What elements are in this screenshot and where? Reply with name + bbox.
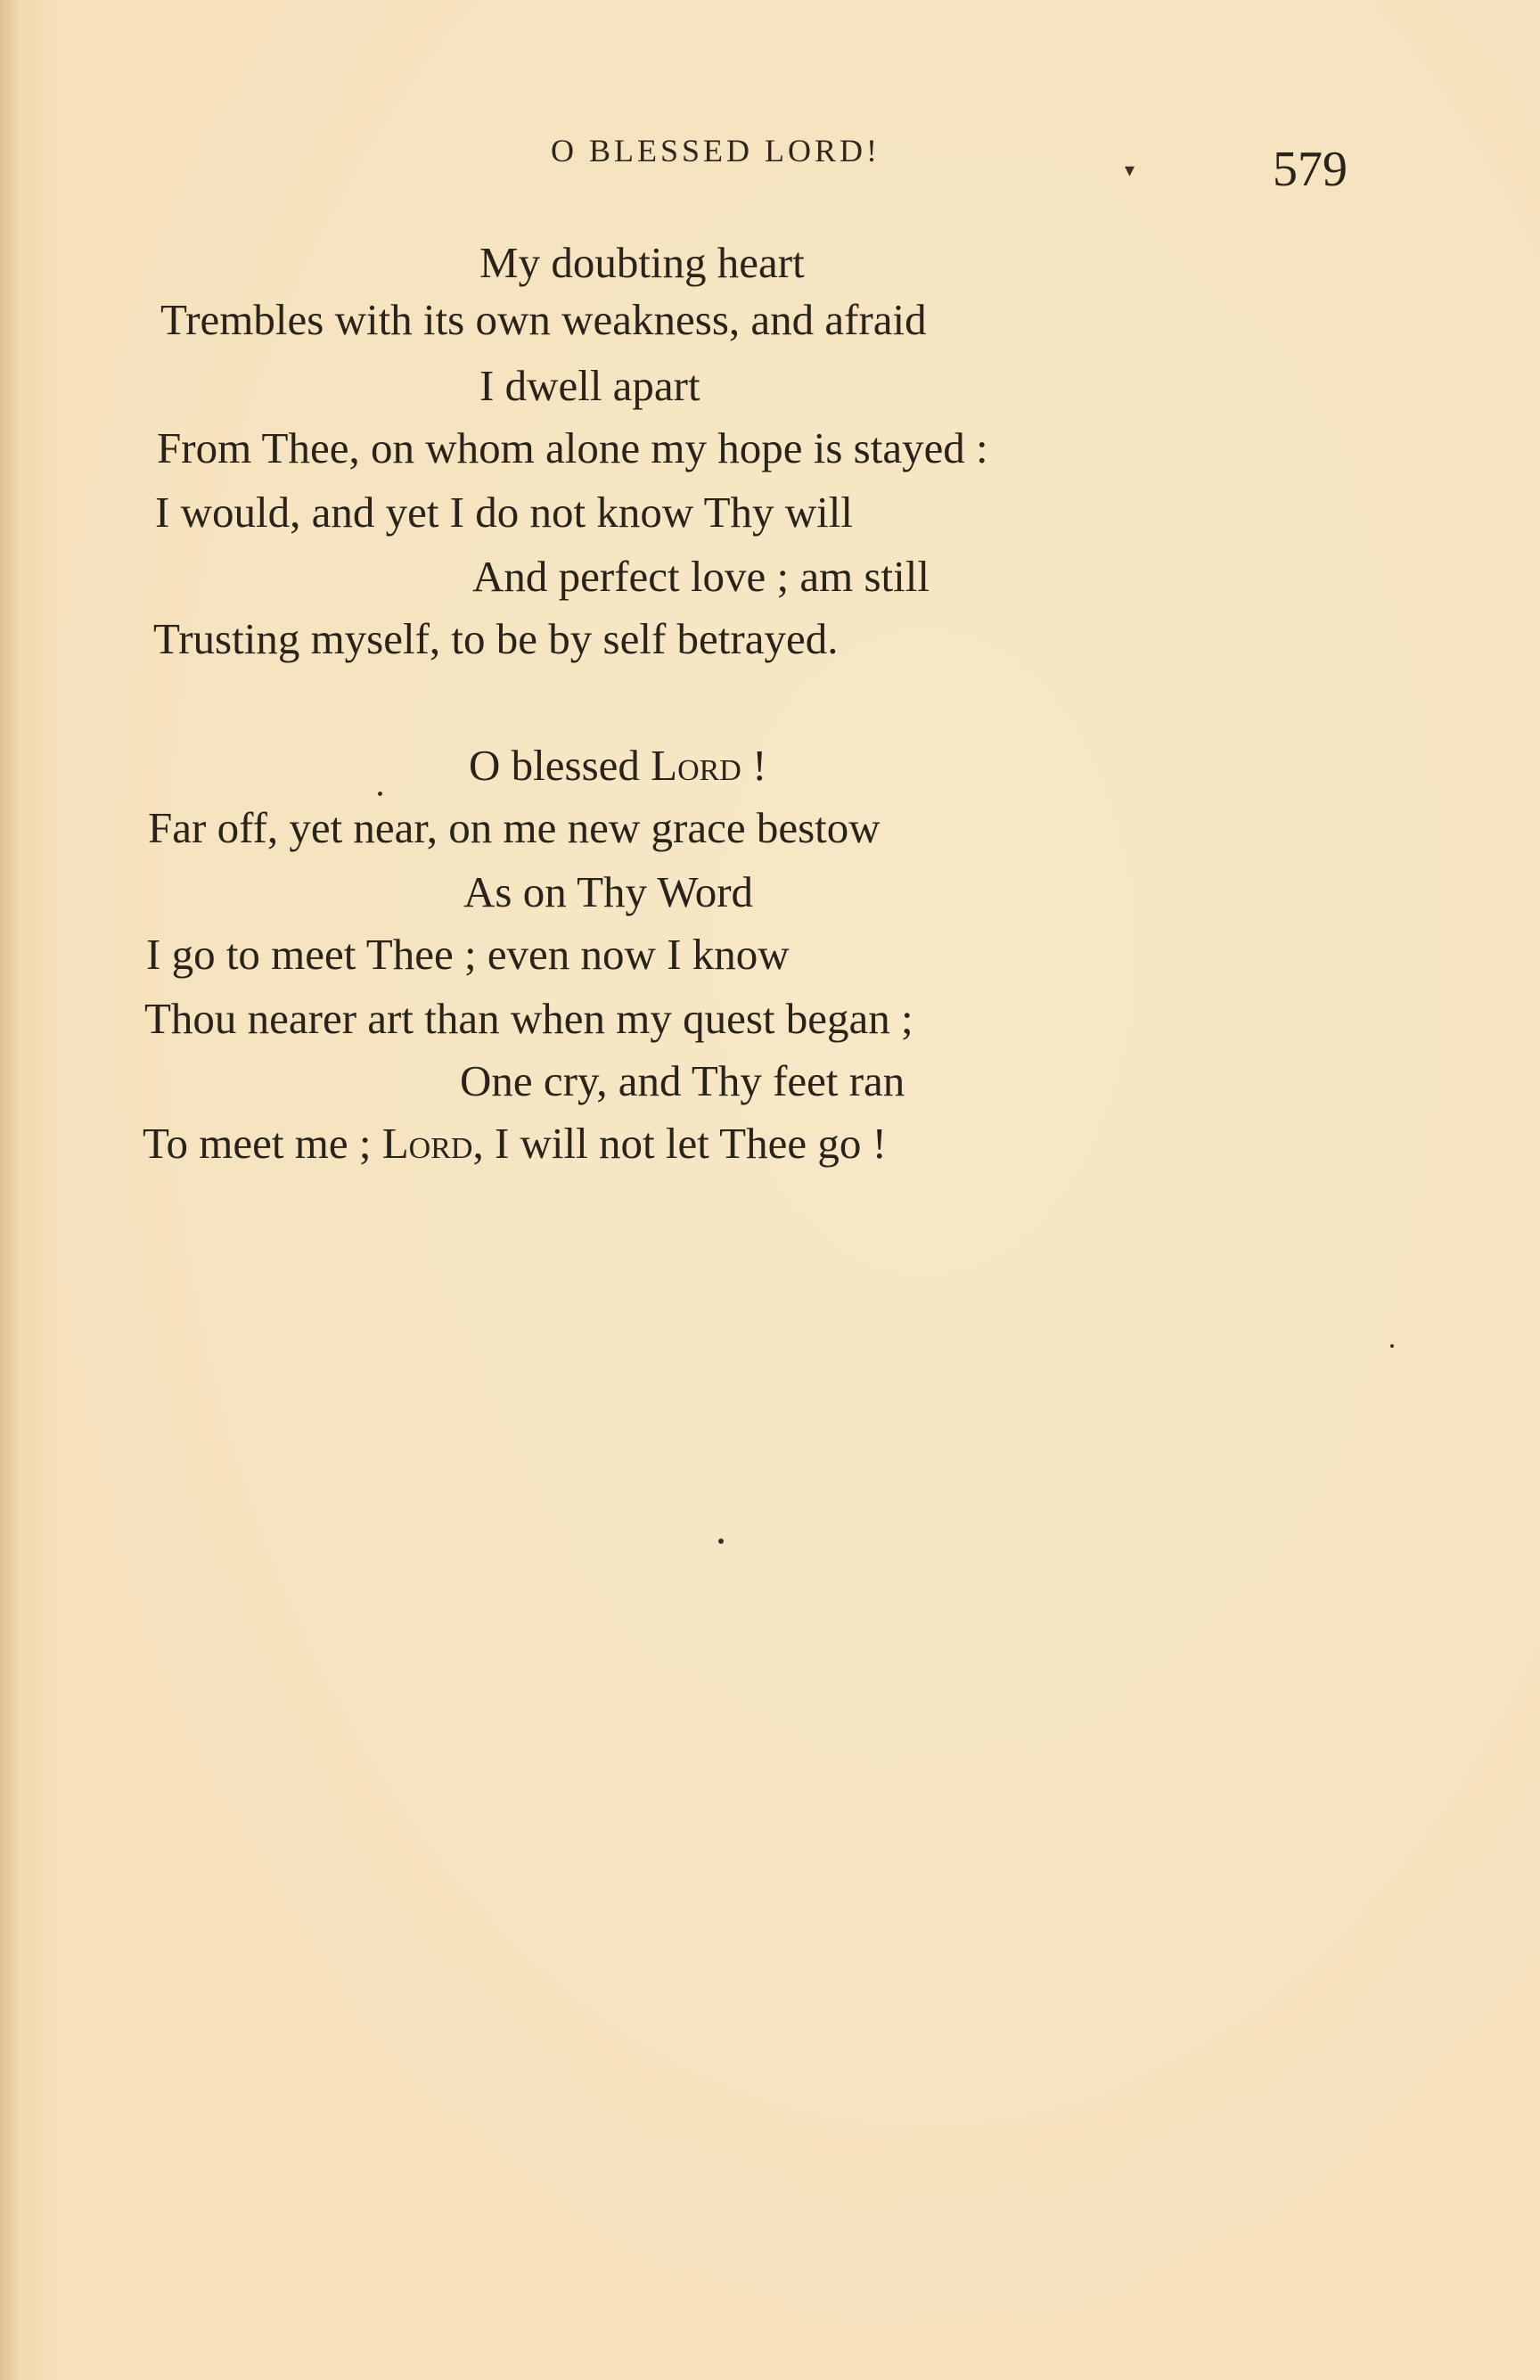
poem-line: Trusting myself, to be by self betrayed. bbox=[153, 614, 839, 663]
poem-line: To meet me ; Lord, I will not let Thee go ! bbox=[143, 1119, 887, 1168]
poem-line: I go to meet Thee ; even now I know bbox=[146, 930, 790, 979]
small-caps-word: Lord bbox=[381, 1119, 473, 1168]
running-head: O BLESSED LORD! bbox=[551, 133, 881, 168]
paper-speck bbox=[1390, 1344, 1394, 1348]
poem-line: And perfect love ; am still bbox=[472, 552, 930, 601]
poem-line: Thou nearer art than when my quest began ; bbox=[144, 994, 913, 1043]
poem-line: O blessed Lord ! bbox=[469, 741, 767, 790]
poem-line: Trembles with its own weakness, and afraid bbox=[160, 295, 927, 344]
small-caps-word: Lord bbox=[651, 741, 741, 790]
poem-line: My doubting heart bbox=[479, 238, 805, 287]
page-number: 579 bbox=[1273, 142, 1348, 197]
ornament-mark: ▾ bbox=[1125, 159, 1135, 181]
poem-line: I dwell apart bbox=[479, 361, 700, 410]
poem-line: As on Thy Word bbox=[463, 867, 754, 916]
poem-line: From Thee, on whom alone my hope is stayed : bbox=[157, 423, 988, 472]
paper-speck bbox=[718, 1539, 724, 1544]
poem-line: One cry, and Thy feet ran bbox=[460, 1056, 905, 1105]
poem-line: Far off, yet near, on me new grace bestow bbox=[148, 803, 881, 852]
paper-speck bbox=[378, 792, 382, 796]
poem-line: I would, and yet I do not know Thy will bbox=[155, 488, 854, 537]
